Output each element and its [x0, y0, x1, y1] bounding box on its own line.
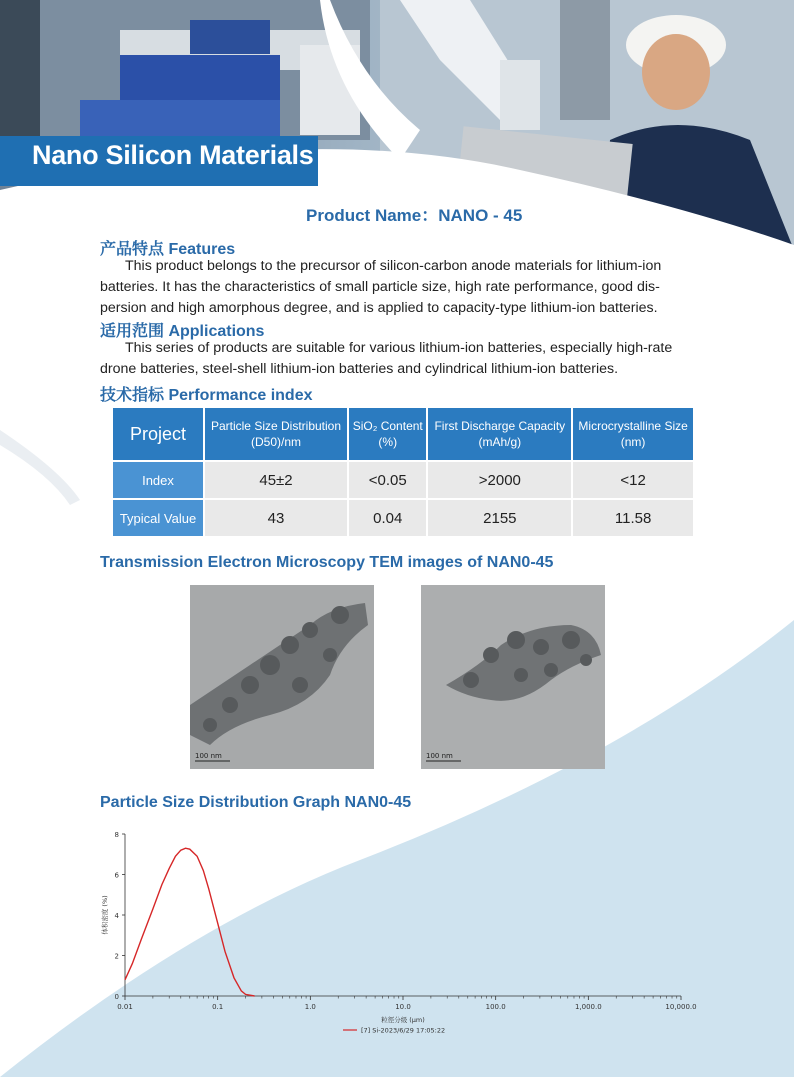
features-line: persion and high amorphous degree, and is applied to capacity-type lithium-ion batteries.: [100, 300, 658, 316]
table-cell: 45±2: [205, 462, 347, 498]
y-tick-label: 0: [114, 993, 119, 1001]
header-line1: First Discharge Capacity: [434, 419, 566, 433]
psd-chart: [95, 822, 715, 1042]
table-cell: <0.05: [349, 462, 426, 498]
table-header-row: [113, 408, 693, 460]
header-line2: (nm): [620, 435, 646, 449]
table-cell: 43: [205, 500, 347, 536]
table-cell: 11.58: [573, 500, 693, 536]
x-tick-label: 1.0: [304, 1003, 316, 1011]
features-line: batteries. It has the characteristics of small particle size, high rate performance, good dis-: [100, 279, 660, 295]
legend-label: [7] Si-2023/6/29 17:05:22: [361, 1026, 446, 1035]
row-label: Index: [113, 462, 203, 498]
applications-text: [100, 338, 700, 380]
applications-heading: 适用范围 Applications: [100, 323, 265, 340]
features-text: [100, 256, 700, 319]
header-line1: SiO₂ Content: [352, 419, 423, 433]
performance-heading: 技术指标 Performance index: [100, 387, 313, 404]
x-tick-label: 10,000.0: [665, 1003, 697, 1011]
page-title: Nano Silicon Materials: [32, 140, 314, 170]
applications-line: drone batteries, steel-shell lithium-ion batteries and cylindrical lithium-ion batteries.: [100, 361, 619, 377]
x-tick-label: 0.01: [117, 1003, 133, 1011]
table-header: [573, 408, 693, 460]
y-tick-label: 6: [114, 871, 119, 880]
product-name: Product Name：NANO - 45: [306, 206, 523, 225]
psd-heading: Particle Size Distribution Graph NAN0-45: [100, 794, 412, 811]
header-line2: (D50)/nm: [251, 435, 302, 449]
x-tick-label: 0.1: [212, 1003, 224, 1011]
scale-bar-label: 100 nm: [426, 752, 453, 760]
table-row: [113, 462, 693, 498]
y-tick-label: 2: [114, 952, 119, 961]
y-axis-label: 体积密度 (%): [101, 895, 109, 935]
table-cell: <12: [573, 462, 693, 498]
x-tick-label: 1,000.0: [574, 1003, 602, 1011]
applications-line: This series of products are suitable for various lithium-ion batteries, especially high-rate: [125, 340, 673, 356]
x-tick-label: 10.0: [395, 1003, 411, 1011]
row-label: Typical Value: [113, 500, 203, 536]
table-corner: Project: [113, 408, 203, 460]
table-cell: >2000: [428, 462, 571, 498]
series-line: [125, 848, 255, 996]
table-cell: 2155: [428, 500, 571, 536]
performance-table: [111, 406, 695, 538]
x-tick-label: 100.0: [485, 1003, 506, 1011]
header-line2: (%): [378, 435, 398, 449]
chart-root: [100, 831, 697, 1035]
tem-image-1: [190, 585, 374, 769]
y-tick-label: 8: [114, 831, 119, 839]
header-line1: Microcrystalline Size: [578, 419, 688, 433]
table-row: [113, 500, 693, 536]
table-header: [349, 408, 426, 460]
x-axis-label: 粒徑分级 (μm): [381, 1016, 425, 1024]
header-line1: Particle Size Distribution: [210, 419, 342, 433]
tem-image-2: [421, 585, 605, 769]
header-line2: (mAh/g): [478, 435, 522, 449]
features-heading: 产品特点 Features: [100, 241, 236, 258]
tem-heading: Transmission Electron Microscopy TEM images of NAN0-45: [100, 554, 554, 571]
table-header: [428, 408, 571, 460]
table-header: [205, 408, 347, 460]
features-line: This product belongs to the precursor of silicon-carbon anode materials for lithium-ion: [125, 258, 662, 274]
table-cell: 0.04: [349, 500, 426, 536]
scale-bar-label: 100 nm: [195, 752, 222, 760]
y-tick-label: 4: [114, 912, 119, 920]
